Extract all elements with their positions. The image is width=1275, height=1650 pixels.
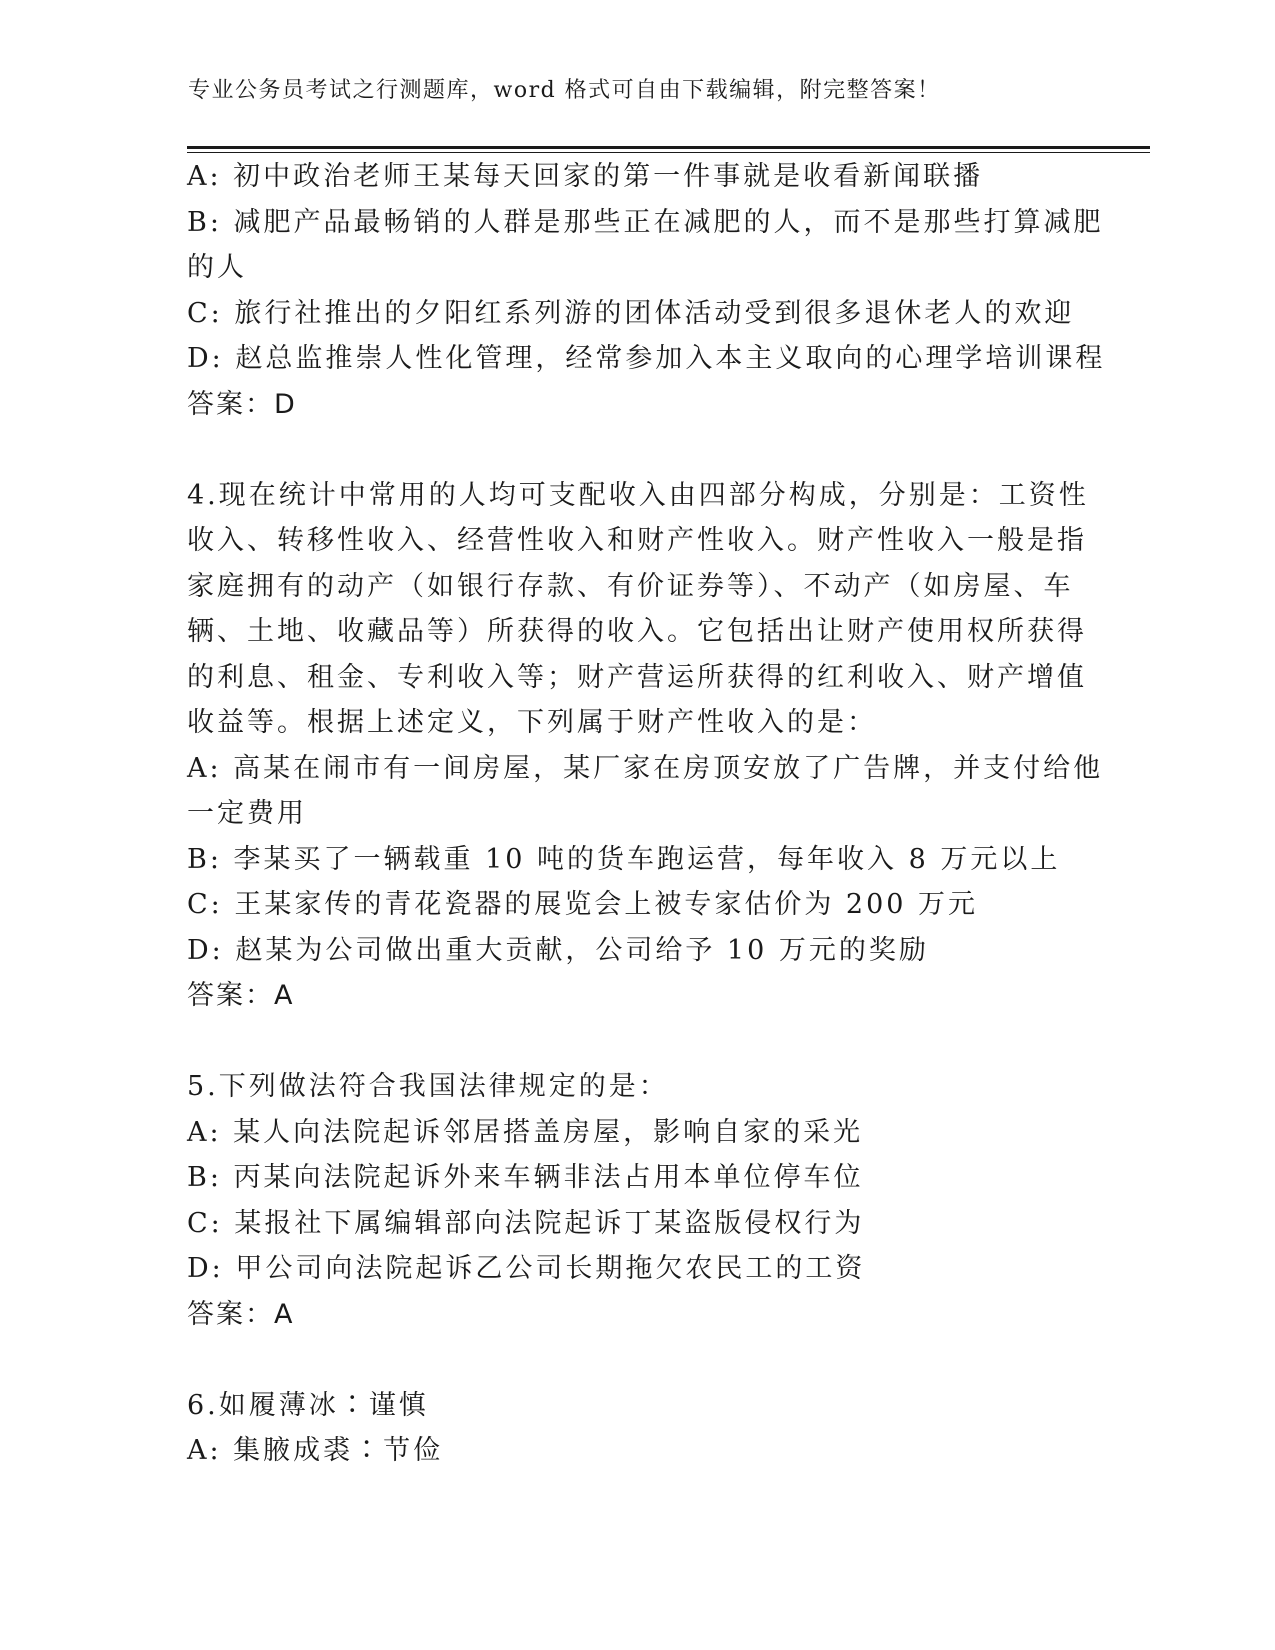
q4-stem-line: 收益等。根据上述定义，下列属于财产性收入的是： — [187, 707, 877, 738]
q4-stem-line: 辆、土地、收藏品等）所获得的收入。它包括出让财产使用权所获得 — [187, 616, 1087, 647]
spacer — [187, 1337, 1087, 1383]
document-body — [187, 154, 1106, 1474]
question-5 — [187, 1064, 1087, 1337]
q5-option-a: A: 某人向法院起诉邻居搭盖房屋，影响自家的采光 — [187, 1116, 864, 1148]
q5-answer: 答案：A — [187, 1298, 295, 1330]
q5-stem: 5.下列做法符合我国法律规定的是： — [187, 1071, 669, 1102]
q4-answer: 答案：A — [187, 980, 295, 1011]
q6-option-a: A: 集腋成裘∶节俭 — [187, 1435, 444, 1466]
q5-option-d: D: 甲公司向法院起诉乙公司长期拖欠农民工的工资 — [187, 1253, 866, 1284]
q3-option-b-line1: B: 减肥产品最畅销的人群是那些正在减肥的人，而不是那些打算减肥 — [187, 206, 1104, 238]
q4-option-a-line2: 一定费用 — [187, 798, 307, 829]
q3-option-d: D: 赵总监推崇人性化管理，经常参加入本主义取向的心理学培训课程 — [187, 343, 1106, 374]
q4-option-c: C: 王某家传的青花瓷器的展览会上被专家估价为 200 万元 — [187, 889, 979, 920]
question-3 — [187, 154, 1106, 427]
q3-option-b-line2: 的人 — [187, 252, 247, 283]
q4-stem-line: 家庭拥有的动产（如银行存款、有价证券等）、不动产（如房屋、车 — [187, 570, 1074, 602]
q4-stem-line: 收入、转移性收入、经营性收入和财产性收入。财产性收入一般是指 — [187, 525, 1087, 556]
q5-option-b: B: 丙某向法院起诉外来车辆非法占用本单位停车位 — [187, 1162, 864, 1193]
page-header: 专业公务员考试之行测题库，word 格式可自由下载编辑，附完整答案！ — [188, 78, 941, 103]
q5-option-c: C: 某报社下属编辑部向法院起诉丁某盗版侵权行为 — [187, 1207, 865, 1239]
q3-option-c: C: 旅行社推出的夕阳红系列游的团体活动受到很多退休老人的欢迎 — [187, 297, 1075, 329]
q4-option-d: D: 赵某为公司做出重大贡献，公司给予 10 万元的奖励 — [187, 934, 929, 966]
spacer — [187, 427, 1087, 473]
q4-option-b: B: 李某买了一辆载重 10 吨的货车跑运营，每年收入 8 万元以上 — [187, 843, 1061, 875]
q4-option-a-line1: A: 高某在闹市有一间房屋，某厂家在房顶安放了广告牌，并支付给他 — [187, 752, 1104, 784]
q6-stem: 6.如履薄冰∶谨慎 — [187, 1389, 429, 1421]
q4-stem-line: 4.现在统计中常用的人均可支配收入由四部分构成，分别是：工资性 — [187, 479, 1089, 511]
question-4 — [187, 473, 1104, 1019]
header-rule-thin — [187, 152, 1150, 153]
q3-option-a: A: 初中政治老师王某每天回家的第一件事就是收看新闻联播 — [187, 161, 984, 192]
question-6 — [187, 1383, 1087, 1474]
spacer — [187, 1019, 1087, 1065]
header-rule-thick — [187, 146, 1150, 149]
q4-stem-line: 的利息、租金、专利收入等；财产营运所获得的红利收入、财产增值 — [187, 661, 1087, 693]
q3-answer: 答案：D — [187, 388, 297, 420]
